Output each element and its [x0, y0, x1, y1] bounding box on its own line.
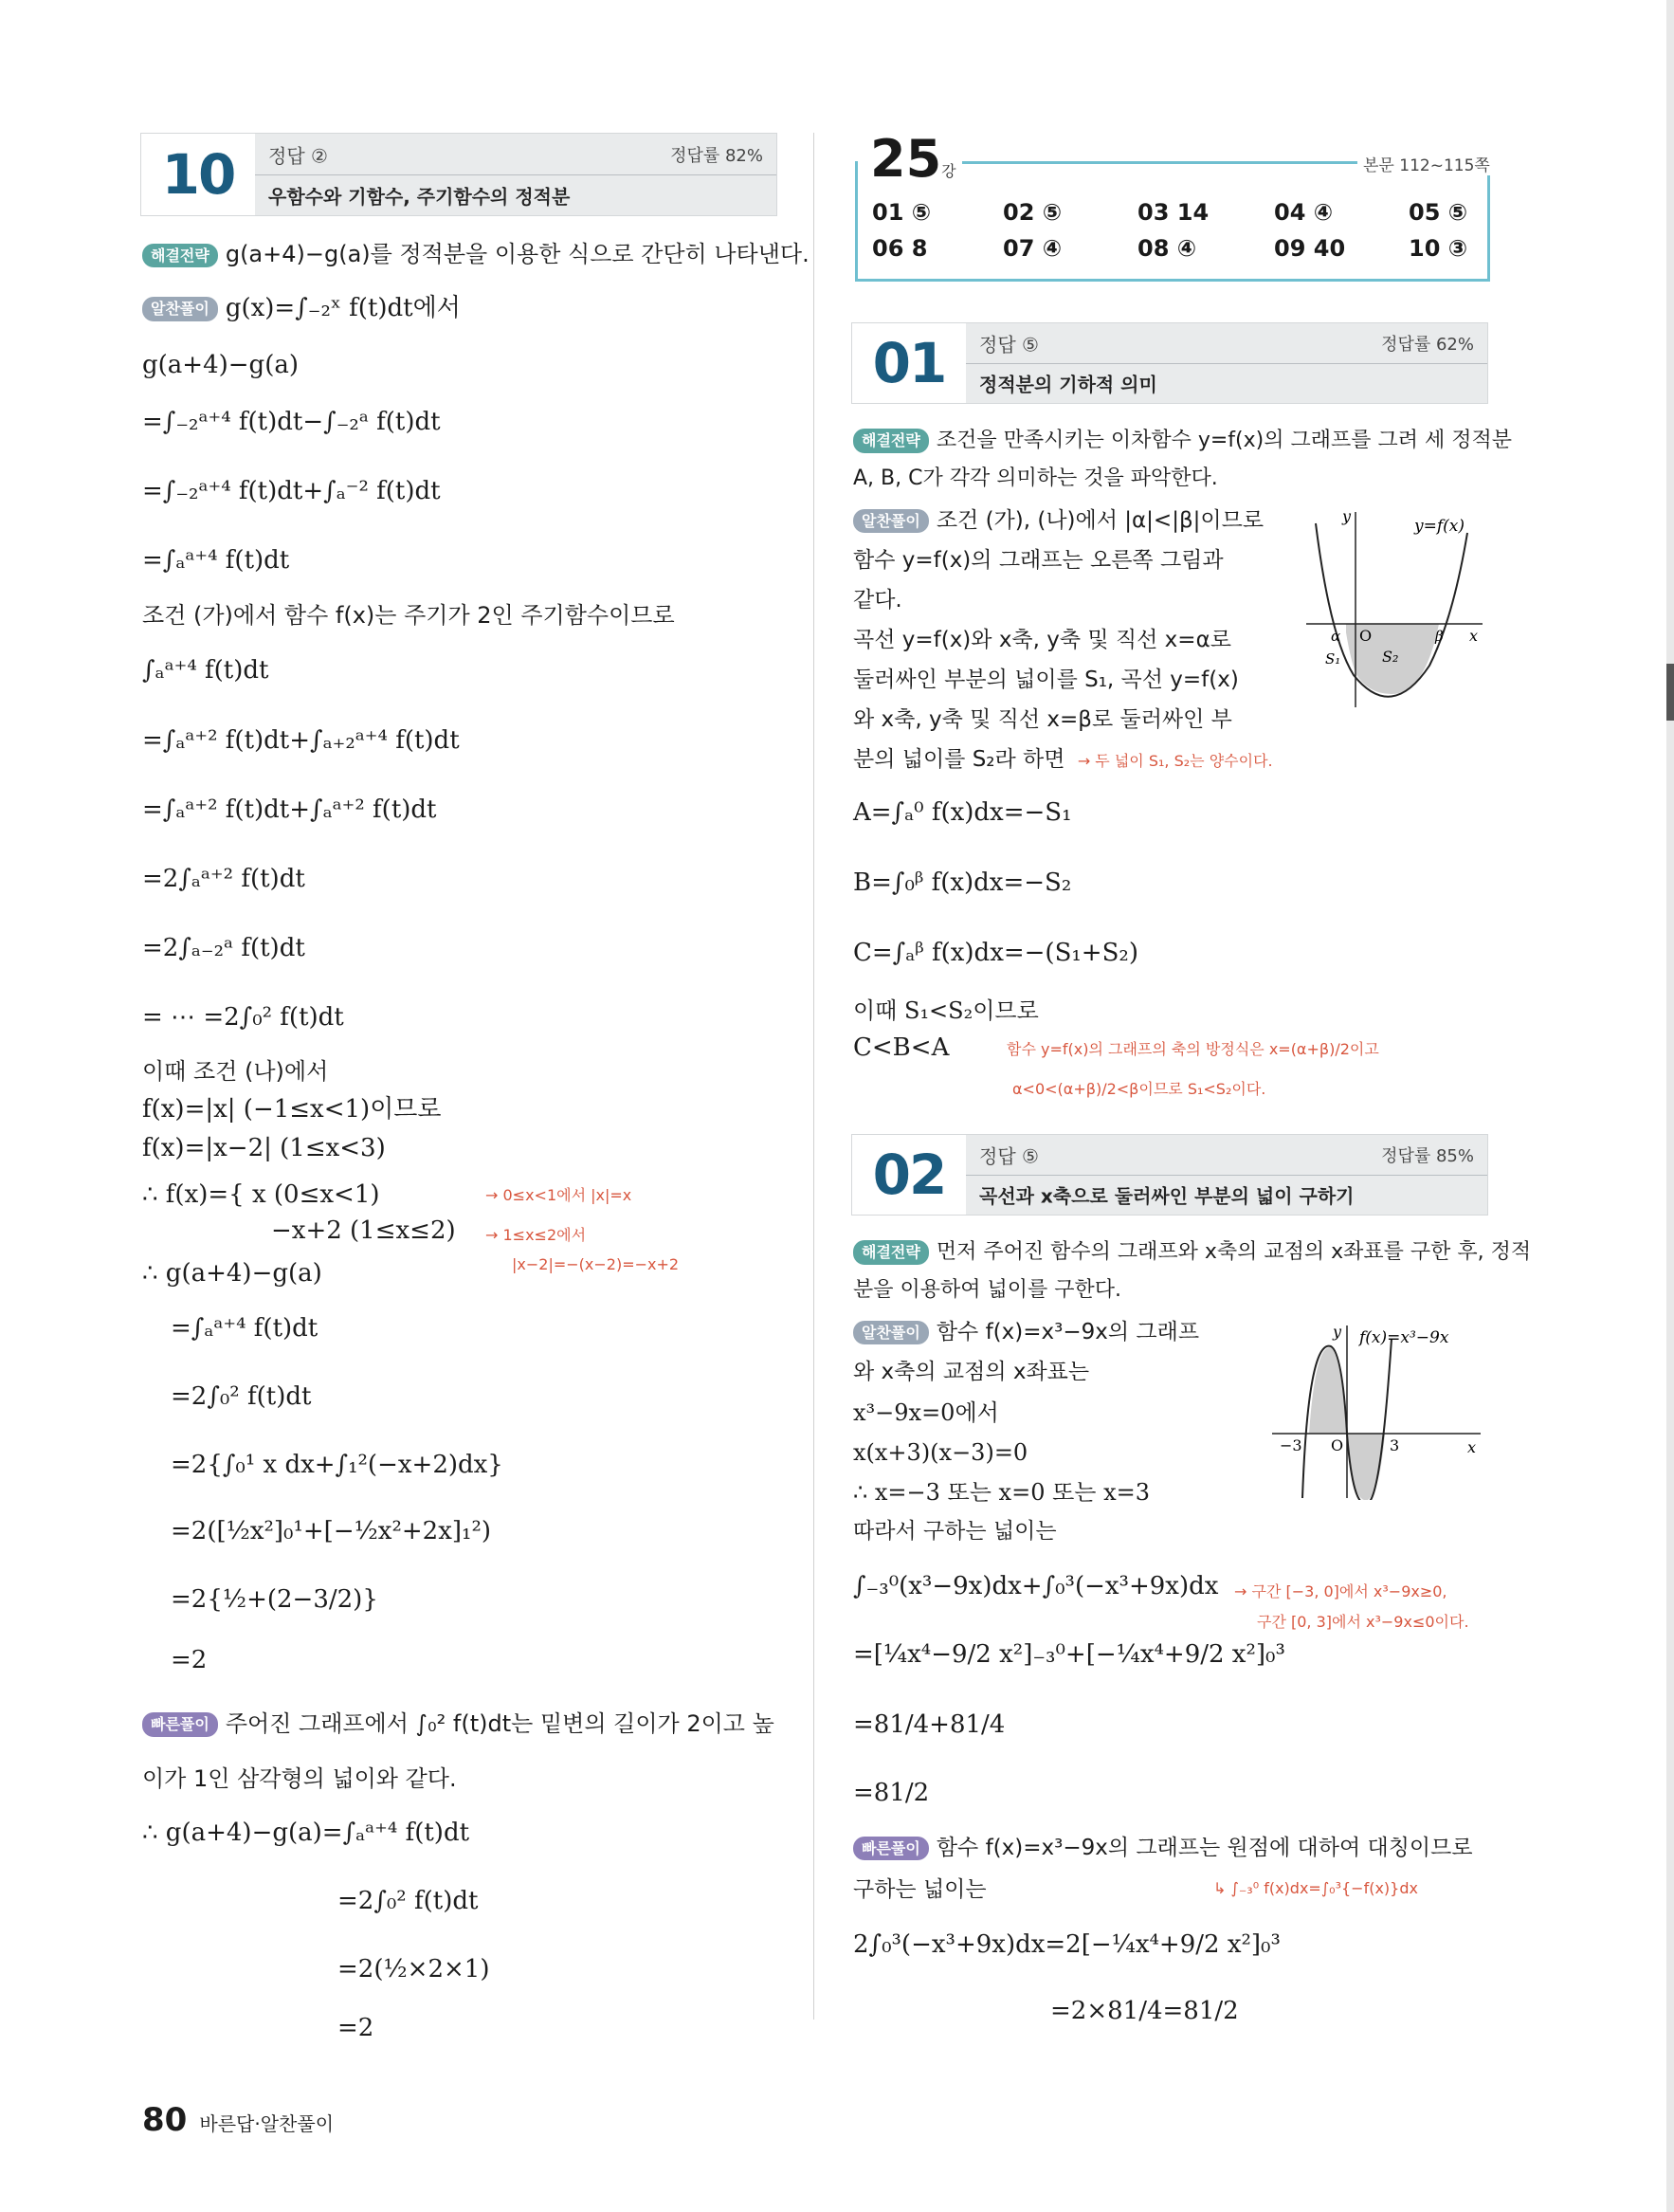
q02-origin: O — [1331, 1436, 1344, 1454]
q02-answer: 정답 ⑤ — [979, 1144, 1039, 1168]
q10-line: f(x)=|x| (−1≤x<1)이므로 — [142, 1095, 442, 1124]
q10-note: → 1≤x≤2에서 — [485, 1226, 587, 1244]
q02-x-label: x — [1467, 1438, 1477, 1456]
q10-fast-line: ∴ g(a+4)−g(a)=∫ₐᵃ⁺⁴ f(t)dt — [142, 1819, 470, 1847]
q02-eq: =[¼x⁴−9/2 x²]₋₃⁰+[−¼x⁴+9/2 x²]₀³ — [853, 1640, 1285, 1669]
q10-strategy: 해결전략 g(a+4)−g(a)를 정적분을 이용한 식으로 간단히 나타낸다. — [142, 241, 810, 268]
q02-eq: =81/4+81/4 — [853, 1710, 1006, 1739]
q02-note-int: → 구간 [−3, 0]에서 x³−9x≥0, — [1234, 1582, 1447, 1600]
q10-note: → 0≤x<1에서 |x|=x — [485, 1186, 632, 1204]
q10-line: = ⋯ =2∫₀² f(t)dt — [142, 1003, 344, 1032]
solution-tag: 알찬풀이 — [853, 1321, 929, 1344]
q02-eq: =81/2 — [853, 1779, 930, 1807]
lesson-number: 25강 — [864, 129, 962, 189]
q02-body: 와 x축의 교점의 x좌표는 — [853, 1360, 1090, 1384]
column-divider — [813, 133, 814, 2020]
q01-alpha: α — [1331, 628, 1341, 645]
q02-body: x³−9x=0에서 — [853, 1399, 999, 1426]
q10-fast-line: =2(½×2×1) — [337, 1955, 490, 1983]
fast-tag: 빠른풀이 — [142, 1712, 218, 1736]
q01-then: 이때 S₁<S₂이므로 — [853, 997, 1039, 1024]
q01-header — [851, 322, 1488, 404]
q10-fast-line: =2∫₀² f(t)dt — [337, 1887, 479, 1915]
lesson-answer: 02 ⑤ — [1003, 199, 1063, 226]
q02-header — [851, 1134, 1488, 1216]
q01-eq: B=∫₀ᵝ f(x)dx=−S₂ — [853, 868, 1072, 897]
q10-fast2: 이가 1인 삼각형의 넓이와 같다. — [142, 1765, 457, 1792]
lesson-answer: 06 8 — [872, 235, 928, 262]
q01-number: 01 — [852, 323, 966, 403]
q01-beta: β — [1435, 628, 1444, 645]
lesson-answer: 09 40 — [1274, 235, 1346, 262]
q01-body: 함수 y=f(x)의 그래프는 오른쪽 그림과 — [853, 548, 1224, 573]
q10-line: =2 — [171, 1646, 208, 1674]
q02-topic: 곡선과 x축으로 둘러싸인 부분의 넓이 구하기 — [979, 1184, 1355, 1208]
footer — [142, 2101, 334, 2139]
q10-line: ∴ g(a+4)−g(a) — [142, 1259, 322, 1288]
lesson-pages: 본문 112~115쪽 — [1357, 152, 1496, 175]
q01-body: 둘러싸인 부분의 넓이를 S₁, 곡선 y=f(x) — [853, 667, 1239, 692]
lesson-answer: 08 ④ — [1137, 235, 1197, 262]
q01-strategy: 해결전략 조건을 만족시키는 이차함수 y=f(x)의 그래프를 그려 세 정적분 — [853, 429, 1512, 453]
q01-y-label: y — [1342, 507, 1352, 525]
solution-tag: 알찬풀이 — [142, 297, 218, 320]
q10-line: =∫ₐᵃ⁺⁴ f(t)dt — [171, 1314, 318, 1343]
q10-number: 10 — [141, 134, 255, 215]
q02-pos3: 3 — [1390, 1436, 1400, 1454]
lesson-answer: 03 14 — [1137, 199, 1210, 226]
q10-line: =∫ₐᵃ⁺⁴ f(t)dt — [142, 546, 290, 575]
q02-body: ∴ x=−3 또는 x=0 또는 x=3 — [853, 1479, 1151, 1506]
q01-eq: A=∫ₐ⁰ f(x)dx=−S₁ — [853, 798, 1072, 827]
q01-origin: O — [1359, 627, 1373, 645]
q01-x-label: x — [1469, 627, 1479, 645]
q10-line: =2{∫₀¹ x dx+∫₁²(−x+2)dx} — [171, 1451, 503, 1479]
q02-note-int: 구간 [0, 3]에서 x³−9x≤0이다. — [1257, 1613, 1469, 1631]
lesson-answer: 05 ⑤ — [1409, 199, 1468, 226]
q01-eq: C=∫ₐᵝ f(x)dx=−(S₁+S₂) — [853, 939, 1138, 967]
q02-cubic-graph — [1266, 1320, 1486, 1500]
q10-line: =2{½+(2−3/2)} — [171, 1585, 378, 1614]
q10-line: =∫₋₂ᵃ⁺⁴ f(t)dt−∫₋₂ᵃ f(t)dt — [142, 408, 441, 436]
q01-body: 곡선 y=f(x)와 x축, y축 및 직선 x=α로 — [853, 628, 1231, 652]
lesson-answer: 10 ③ — [1409, 235, 1468, 262]
q10-line: −x+2 (1≤x≤2) — [271, 1216, 456, 1245]
q10-line: =2∫ₐ₋₂ᵃ f(t)dt — [142, 934, 305, 962]
q10-line: f(x)=|x−2| (1≤x<3) — [142, 1134, 386, 1162]
q01-rate: 정답률 62% — [1381, 335, 1474, 355]
q10-line: ∫ₐᵃ⁺⁴ f(t)dt — [142, 656, 269, 685]
solution-tag: 알찬풀이 — [853, 509, 929, 533]
q01-fn-label: y=f(x) — [1414, 517, 1465, 536]
q01-parabola-graph — [1297, 504, 1486, 708]
q10-line: g(a+4)−g(a) — [142, 351, 299, 379]
q01-note-positive: → 두 넓이 S₁, S₂는 양수이다. — [1077, 752, 1273, 770]
q01-note-axis: 함수 y=f(x)의 그래프의 축의 방정식은 x=(α+β)/2이고 — [1007, 1040, 1379, 1058]
q02-y-label: y — [1333, 1323, 1342, 1341]
lesson-answer: 01 ⑤ — [872, 199, 932, 226]
q10-line: 이때 조건 (나)에서 — [142, 1058, 329, 1085]
q01-body: 같다. — [853, 588, 902, 612]
q02-eq: ∫₋₃⁰(x³−9x)dx+∫₀³(−x³+9x)dx — [853, 1572, 1219, 1600]
q02-fast2: 구하는 넓이는 — [853, 1877, 987, 1902]
q10-line: =∫₋₂ᵃ⁺⁴ f(t)dt+∫ₐ⁻² f(t)dt — [142, 477, 441, 505]
q02-number: 02 — [852, 1135, 966, 1215]
q01-body-1: 알찬풀이 조건 (가), (나)에서 |α|<|β|이므로 — [853, 508, 1264, 535]
q10-solution-first: 알찬풀이 g(x)=∫₋₂ˣ f(t)dt에서 — [142, 294, 461, 323]
lesson-answer: 04 ④ — [1274, 199, 1334, 226]
q01-result: C<B<A — [853, 1033, 950, 1062]
q01-body: 분의 넓이를 S₂라 하면 → 두 넓이 S₁, S₂는 양수이다. — [853, 747, 1273, 772]
q10-header — [140, 133, 777, 216]
q01-s2: S₂ — [1382, 648, 1399, 666]
q10-rate: 정답률 82% — [670, 145, 763, 166]
fast-tag: 빠른풀이 — [853, 1837, 929, 1860]
page-edge-strip — [1666, 0, 1674, 2212]
q01-s1: S₁ — [1325, 650, 1341, 667]
q01-answer: 정답 ⑤ — [979, 333, 1039, 356]
q02-fast-eq: 2∫₀³(−x³+9x)dx=2[−¼x⁴+9/2 x²]₀³ — [853, 1930, 1281, 1959]
q02-neg3: −3 — [1280, 1436, 1302, 1454]
q10-topic: 우함수와 기함수, 주기함수의 정적분 — [268, 185, 571, 208]
q10-fast-line: =2 — [337, 2014, 374, 2042]
q02-rate: 정답률 85% — [1381, 1146, 1474, 1166]
q10-note: |x−2|=−(x−2)=−x+2 — [512, 1255, 680, 1273]
q10-answer: 정답 ② — [268, 144, 328, 167]
q10-line: =∫ₐᵃ⁺² f(t)dt+∫ₐ₊₂ᵃ⁺⁴ f(t)dt — [142, 726, 460, 755]
q01-note-ineq: α<0<(α+β)/2<β이므로 S₁<S₂이다. — [1012, 1080, 1266, 1098]
q10-fast1: 빠른풀이 주어진 그래프에서 ∫₀² f(t)dt는 밑변의 길이가 2이고 높 — [142, 1710, 774, 1738]
q10-line: =∫ₐᵃ⁺² f(t)dt+∫ₐᵃ⁺² f(t)dt — [142, 795, 437, 824]
page-number: 80 — [142, 2101, 188, 2139]
q10-line: 조건 (가)에서 함수 f(x)는 주기가 2인 주기함수이므로 — [142, 602, 675, 629]
q10-line: =2∫ₐᵃ⁺² f(t)dt — [142, 865, 305, 893]
q10-line: =2([½x²]₀¹+[−½x²+2x]₁²) — [171, 1517, 492, 1545]
q02-left-region — [1309, 1347, 1347, 1434]
strategy-tag: 해결전략 — [853, 1240, 929, 1264]
lesson-answer: 07 ④ — [1003, 235, 1063, 262]
q02-strategy: 해결전략 먼저 주어진 함수의 그래프와 x축의 교점의 x좌표를 구한 후, 정적 — [853, 1240, 1531, 1265]
q02-body: x(x+3)(x−3)=0 — [853, 1439, 1028, 1466]
q02-strategy-2: 분을 이용하여 넓이를 구한다. — [853, 1278, 1121, 1302]
q01-body: 와 x축, y축 및 직선 x=β로 둘러싸인 부 — [853, 707, 1232, 732]
page-edge-marker — [1666, 664, 1674, 721]
q10-line: ∴ f(x)={ x (0≤x<1) — [142, 1180, 380, 1209]
q01-topic: 정적분의 기하적 의미 — [979, 373, 1157, 396]
q02-body-1: 알찬풀이 함수 f(x)=x³−9x의 그래프 — [853, 1320, 1199, 1346]
q02-fast1: 빠른풀이 함수 f(x)=x³−9x의 그래프는 원점에 대하여 대칭이므로 — [853, 1836, 1473, 1862]
q02-fast-eq: =2×81/4=81/2 — [1050, 1997, 1239, 2025]
q02-fn-label: f(x)=x³−9x — [1359, 1328, 1449, 1347]
strategy-tag: 해결전략 — [853, 429, 929, 452]
strategy-tag: 해결전략 — [142, 244, 218, 267]
q10-line: =2∫₀² f(t)dt — [171, 1382, 312, 1411]
q02-body: 따라서 구하는 넓이는 — [853, 1519, 1057, 1544]
q02-note-sym: ↳ ∫₋₃⁰ f(x)dx=∫₀³{−f(x)}dx — [1213, 1879, 1418, 1897]
q01-strategy-2: A, B, C가 각각 의미하는 것을 파악한다. — [853, 466, 1218, 490]
footer-text: 바른답·알찬풀이 — [199, 2112, 335, 2135]
